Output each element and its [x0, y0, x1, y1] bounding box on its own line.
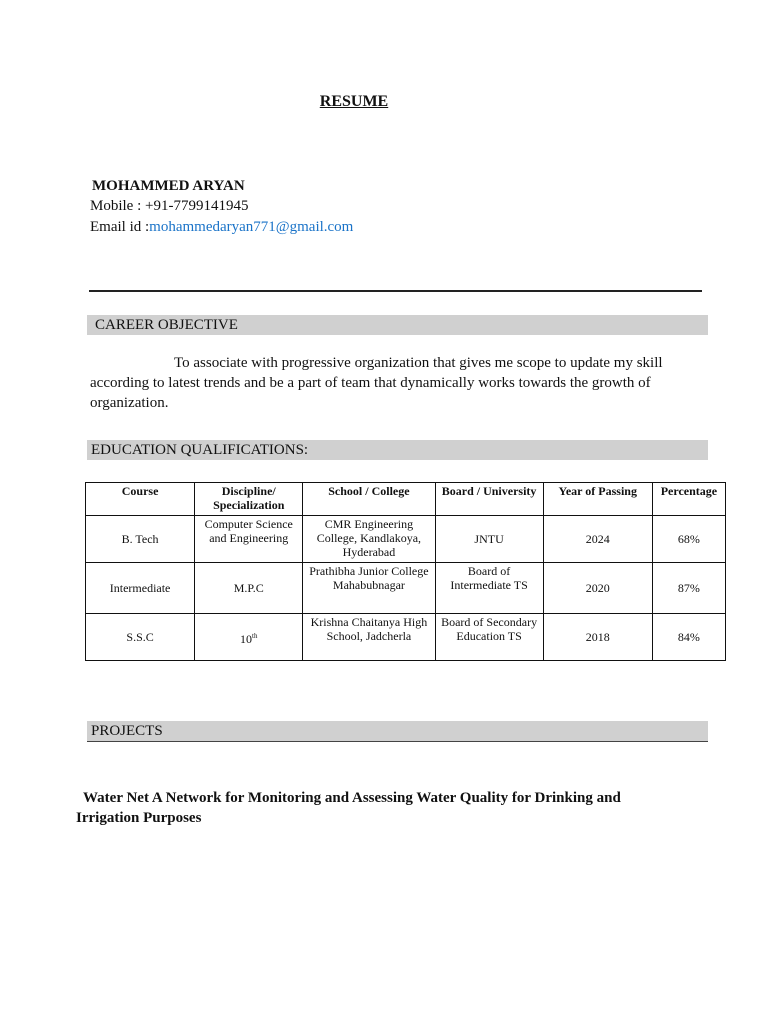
discipline-text: 10 — [240, 631, 252, 646]
page-title: RESUME — [319, 93, 389, 110]
table-row — [86, 614, 726, 661]
candidate-name: MOHAMMED ARYAN — [92, 178, 245, 194]
career-objective-heading-text: CAREER OBJECTIVE — [95, 317, 238, 333]
table-cell-board: Board of Intermediate TS — [435, 563, 543, 614]
table-cell-discipline: Computer Science and Engineering — [195, 516, 303, 563]
bullet-icon — [76, 790, 83, 806]
table-cell-school: Krishna Chaitanya High School, Jadcherla — [303, 614, 435, 661]
table-header-row — [86, 483, 726, 516]
mobile-value: +91-7799141945 — [145, 198, 249, 214]
column-header: Course — [86, 483, 195, 516]
table-cell-course: B. Tech — [86, 516, 195, 563]
column-header: Board / University — [435, 483, 543, 516]
project-item — [76, 788, 676, 828]
table-cell-percentage: 84% — [652, 614, 725, 661]
header-divider — [89, 290, 702, 292]
table-cell-year: 2024 — [543, 516, 652, 563]
table-row — [86, 563, 726, 614]
projects-heading-text: PROJECTS — [91, 723, 163, 739]
email-label: Email id : — [90, 219, 150, 235]
career-objective-text: To associate with progressive organization that gives me scope to update my skill according to latest trends and be a part of team that dynamically works towards the growth of organization. — [90, 355, 663, 411]
career-objective-heading — [87, 315, 708, 335]
ordinal-suffix: th — [252, 631, 258, 640]
table-row — [86, 516, 726, 563]
column-header: Discipline/ Specialization — [195, 483, 303, 516]
table-cell-year: 2018 — [543, 614, 652, 661]
table-cell-course: Intermediate — [86, 563, 195, 614]
education-heading — [87, 440, 708, 460]
table-cell-discipline: M.P.C — [195, 563, 303, 614]
education-table — [85, 482, 726, 661]
table-cell-year: 2020 — [543, 563, 652, 614]
table-cell-course: S.S.C — [86, 614, 195, 661]
table-cell-board: Board of Secondary Education TS — [435, 614, 543, 661]
email-link[interactable]: mohammedaryan771@gmail.com — [149, 219, 354, 235]
table-cell-school: Prathibha Junior College Mahabubnagar — [303, 563, 435, 614]
column-header: Year of Passing — [543, 483, 652, 516]
table-cell-percentage: 68% — [652, 516, 725, 563]
table-cell-board: JNTU — [435, 516, 543, 563]
table-cell-discipline — [195, 614, 303, 661]
project-title: Water Net A Network for Monitoring and Assessing Water Quality for Drinking and Irrigation Purposes — [76, 790, 621, 826]
education-heading-text: EDUCATION QUALIFICATIONS: — [91, 442, 309, 458]
email-line — [90, 219, 353, 236]
column-header: Percentage — [652, 483, 725, 516]
table-cell-school: CMR Engineering College, Kandlakoya, Hyderabad — [303, 516, 435, 563]
mobile-label: Mobile : — [90, 198, 145, 214]
column-header: School / College — [303, 483, 435, 516]
table-cell-percentage: 87% — [652, 563, 725, 614]
projects-heading — [87, 721, 708, 742]
mobile-line — [90, 198, 248, 215]
